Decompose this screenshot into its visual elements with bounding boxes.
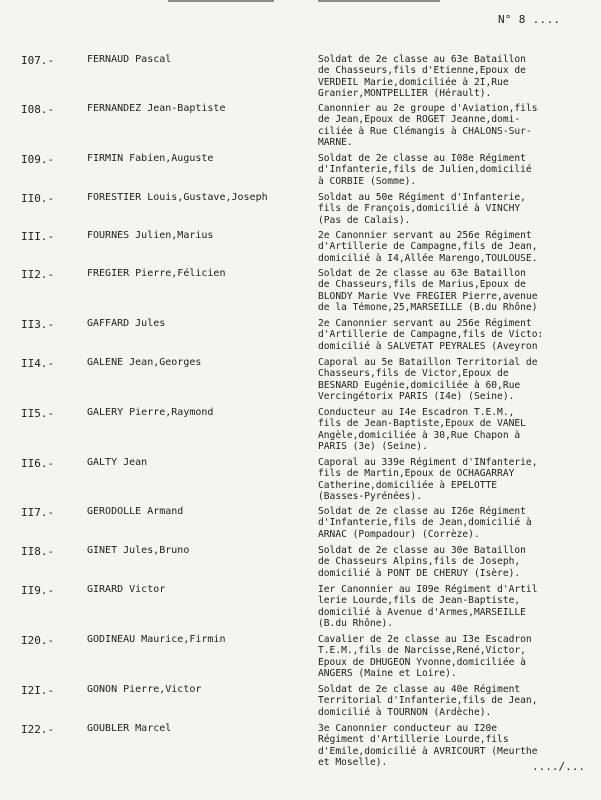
description-line: BLONDY Marie Vve FREGIER Pierre,avenue: [318, 290, 538, 302]
description-line: lerie Lourde,fils de Jean-Baptiste,: [318, 595, 521, 607]
description-line: fils de François,domicilié à VINCHY: [318, 203, 521, 215]
entry-number: II2.-: [21, 268, 55, 281]
entry-description: [318, 357, 601, 402]
entry-number: I2I.-: [21, 684, 55, 697]
description-line: Soldat de 2e classe au I26e Régiment: [318, 506, 526, 517]
description-line: 2e Canonnier servant au 256e Régiment: [318, 318, 532, 329]
top-rule-right: [318, 0, 440, 2]
entry-description: [318, 407, 601, 452]
description-line: Vercingétorix PARIS (I4e) (Seine).: [318, 390, 515, 402]
description-line: T.E.M.,fils de Narcisse,René,Victor,: [318, 645, 526, 657]
entry-number: II3.-: [21, 318, 55, 331]
entry-name: FERNANDEZ Jean-Baptiste: [87, 103, 226, 114]
description-line: d'Emile,domicilié à AVRICOURT (Meurthe: [318, 745, 538, 757]
description-line: de Chasseurs,fils d'Etienne,Epoux de: [318, 65, 526, 77]
description-line: ciliée à Rue Clémangis à CHALONS-Sur-: [318, 125, 532, 137]
entry-description: [318, 230, 601, 264]
entry-name: FORESTIER Louis,Gustave,Joseph: [87, 192, 268, 203]
description-line: Ier Canonnier au I09e Régiment d'Artil: [318, 584, 538, 595]
description-line: d'Artillerie de Campagne,fils de Jean,: [318, 241, 538, 253]
entry-number: II9.-: [21, 584, 55, 597]
description-line: domicilié à TOURNON (Ardèche).: [318, 706, 492, 718]
description-line: fils de Martin,Epoux de OCHAGARRAY: [318, 468, 515, 480]
entry-name: GERODOLLE Armand: [87, 506, 184, 517]
continuation-mark: ..../...: [532, 760, 585, 773]
entry-number: I20.-: [21, 634, 55, 647]
entry-description: [318, 54, 601, 99]
entry-number: II5.-: [21, 407, 55, 420]
description-line: Territorial d'Infanterie,fils de Jean,: [318, 695, 538, 707]
description-line: 2e Canonnier servant au 256e Régiment: [318, 230, 532, 241]
description-line: Catherine,domiciliée à EPELOTTE: [318, 479, 498, 491]
description-line: Soldat au 50e Régiment d'Infanterie,: [318, 192, 526, 203]
description-line: d'Artillerie de Campagne,fils de Victo:: [318, 329, 544, 341]
description-line: (Pas de Calais).: [318, 214, 411, 226]
description-line: domicilié à I4,Allée Marengo,TOULOUSE.: [318, 252, 538, 264]
description-line: (B.du Rhône).: [318, 617, 394, 629]
entry-description: [318, 192, 601, 226]
entry-number: I07.-: [21, 54, 55, 67]
description-line: d'Infanterie,fils de Jean,domicilié à: [318, 517, 532, 529]
description-line: (Basses-Pyrénées).: [318, 490, 422, 502]
entry-number: I08.-: [21, 103, 55, 116]
description-line: Cavalier de 2e classe au I3e Escadron: [318, 634, 532, 645]
entry-name: FOURNES Julien,Marius: [87, 230, 214, 241]
entry-name: FIRMIN Fabien,Auguste: [87, 153, 214, 164]
entry-description: [318, 153, 601, 187]
entry-number: II0.-: [21, 192, 55, 205]
description-line: de Jean,Epoux de ROGET Jeanne,domi-: [318, 114, 521, 126]
description-line: Caporal au 339e Régiment d'INfanterie,: [318, 457, 538, 468]
entry-description: [318, 318, 601, 352]
description-line: Epoux de DHUGEON Yvonne,domiciliée à: [318, 656, 526, 668]
entry-name: GODINEAU Maurice,Firmin: [87, 634, 226, 645]
description-line: Conducteur au I4e Escadron T.E.M.,: [318, 407, 515, 418]
entry-name: GOUBLER Marcel: [87, 723, 172, 734]
description-line: ARNAC (Pompadour) (Corrèze).: [318, 528, 480, 540]
description-line: VERDEIL Marie,domiciliée à 2I,Rue: [318, 76, 509, 88]
description-line: Soldat de 2e classe au 63e Bataillon: [318, 54, 526, 65]
entry-number: II6.-: [21, 457, 55, 470]
entry-name: GALENE Jean,Georges: [87, 357, 202, 368]
description-line: de Chasseurs Alpins,fils de Joseph,: [318, 556, 521, 568]
entry-name: GALTY Jean: [87, 457, 148, 468]
description-line: PARIS (3e) (Seine).: [318, 440, 428, 452]
entry-description: [318, 634, 601, 679]
entry-name: GINET Jules,Bruno: [87, 545, 190, 556]
description-line: domicilié à SALVETAT PEYRALES (Aveyron: [318, 340, 538, 352]
description-line: d'Infanterie,fils de Julien,domicilié: [318, 164, 532, 176]
description-line: Soldat de 2e classe au I08e Régiment: [318, 153, 526, 164]
description-line: Canonnier au 2e groupe d'Aviation,fils: [318, 103, 538, 114]
description-line: de Chasseurs,fils de Marius,Epoux de: [318, 279, 526, 291]
description-line: Soldat de 2e classe au 40e Régiment: [318, 684, 521, 695]
entry-description: [318, 506, 601, 540]
description-line: Angèle,domiciliée à 30,Rue Chapon à: [318, 429, 521, 441]
description-line: ANGERS (Maine et Loire).: [318, 667, 457, 679]
entry-description: [318, 103, 601, 148]
page-number: N° 8 ....: [498, 13, 561, 26]
description-line: et Moselle).: [318, 756, 388, 768]
entry-description: [318, 684, 601, 718]
entry-name: GONON Pierre,Victor: [87, 684, 202, 695]
description-line: Chasseurs,fils de Victor,Epoux de: [318, 368, 509, 380]
description-line: Soldat de 2e classe au 63e Bataillon: [318, 268, 526, 279]
description-line: Caporal au 5e Bataillon Territorial de: [318, 357, 538, 368]
description-line: domicilié à PONT DE CHERUY (Isère).: [318, 567, 521, 579]
entry-number: I09.-: [21, 153, 55, 166]
entry-name: FERNAUD Pascal: [87, 54, 172, 65]
description-line: MARNE.: [318, 136, 353, 148]
description-line: Soldat de 2e classe au 30e Bataillon: [318, 545, 526, 556]
entry-name: GIRARD Victor: [87, 584, 166, 595]
description-line: Granier,MONTPELLIER (Hérault).: [318, 87, 492, 99]
entry-number: II7.-: [21, 506, 55, 519]
description-line: à CORBIE (Somme).: [318, 175, 417, 187]
entry-number: III.-: [21, 230, 55, 243]
entry-description: [318, 584, 601, 629]
description-line: Régiment d'Artillerie Lourde,fils: [318, 734, 509, 746]
entry-number: II8.-: [21, 545, 55, 558]
entry-number: I22.-: [21, 723, 55, 736]
entry-name: FREGIER Pierre,Félicien: [87, 268, 226, 279]
top-rule-left: [168, 0, 274, 2]
entry-description: [318, 457, 601, 502]
entry-description: [318, 545, 601, 579]
description-line: fils de Jean-Baptiste,Epoux de VANEL: [318, 418, 526, 430]
description-line: de la Témone,25,MARSEILLE (B.du Rhône): [318, 301, 538, 313]
description-line: domicilié à Avenue d'Armes,MARSEILLE: [318, 606, 526, 618]
entry-name: GAFFARD Jules: [87, 318, 166, 329]
entry-description: [318, 268, 601, 313]
entry-name: GALERY Pierre,Raymond: [87, 407, 214, 418]
entry-number: II4.-: [21, 357, 55, 370]
description-line: BESNARD Eugénie,domiciliée à 60,Rue: [318, 379, 521, 391]
description-line: 3e Canonnier conducteur au I20e: [318, 723, 498, 734]
